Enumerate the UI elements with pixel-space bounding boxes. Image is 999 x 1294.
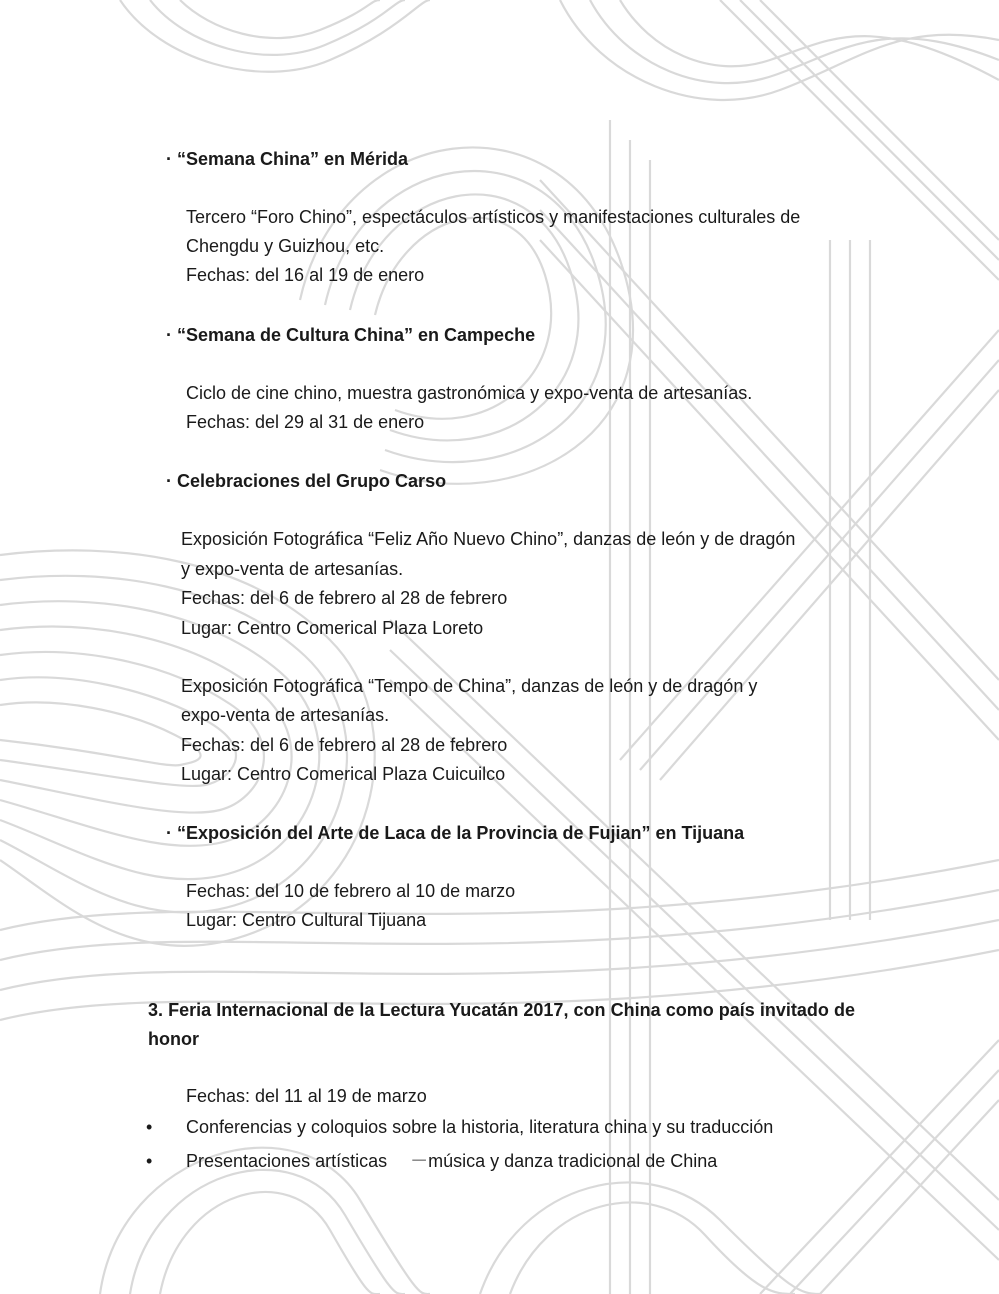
section-location: Lugar: Centro Comerical Plaza Loreto <box>181 618 484 638</box>
section-text-line: Exposición Fotográfica “Tempo de China”, danzas de león y de dragón y <box>181 676 758 696</box>
section-heading-semana-cultura-campeche: · “Semana de Cultura China” en Campeche <box>166 325 536 345</box>
section-dates: Fechas: del 16 al 19 de enero <box>186 265 425 285</box>
bullet-item-conferencias: Conferencias y coloquios sobre la historia, literatura china y su traducción <box>186 1117 774 1137</box>
numbered-heading-feria-lectura: 3. Feria Internacional de la Lectura Yucatán 2017, con China como país invitado de honor <box>148 1000 855 1049</box>
section-location: Lugar: Centro Cultural Tijuana <box>186 910 427 930</box>
section-text-line: Tercero “Foro Chino”, espectáculos artísticos y manifestaciones culturales de <box>186 207 801 227</box>
section-text-line: Chengdu y Guizhou, etc. <box>186 236 385 256</box>
section-text-line: expo-venta de artesanías. <box>181 705 390 725</box>
section-dates: Fechas: del 6 de febrero al 28 de febrero <box>181 735 508 755</box>
section-text-line: Ciclo de cine chino, muestra gastronómica y expo-venta de artesanías. <box>186 383 753 403</box>
section-heading-grupo-carso: · Celebraciones del Grupo Carso <box>166 471 447 491</box>
section-location: Lugar: Centro Comerical Plaza Cuicuilco <box>181 764 506 784</box>
section-heading-arte-laca-tijuana: · “Exposición del Arte de Laca de la Provincia de Fujian” en Tijuana <box>166 823 745 843</box>
watermark-lower-waves <box>0 860 999 1294</box>
section-dates: Fechas: del 29 al 31 de enero <box>186 412 425 432</box>
feria-dates: Fechas: del 11 al 19 de marzo <box>186 1086 427 1106</box>
bullet-item-presentaciones: Presentaciones artísticas －música y danza tradicional de China <box>186 1151 718 1171</box>
section-heading-semana-china-merida: · “Semana China” en Mérida <box>166 149 409 169</box>
section-text-line: Exposición Fotográfica “Feliz Año Nuevo Chino”, danzas de león y de dragón <box>181 529 796 549</box>
watermark-center-swirl <box>300 147 633 483</box>
bullet-icon: • <box>146 1151 153 1171</box>
watermark-top-arcs <box>120 0 999 100</box>
section-dates: Fechas: del 6 de febrero al 28 de febrero <box>181 588 508 608</box>
section-text-line: y expo-venta de artesanías. <box>181 559 404 579</box>
section-dates: Fechas: del 10 de febrero al 10 de marzo <box>186 881 516 901</box>
bullet-icon: • <box>146 1117 153 1137</box>
